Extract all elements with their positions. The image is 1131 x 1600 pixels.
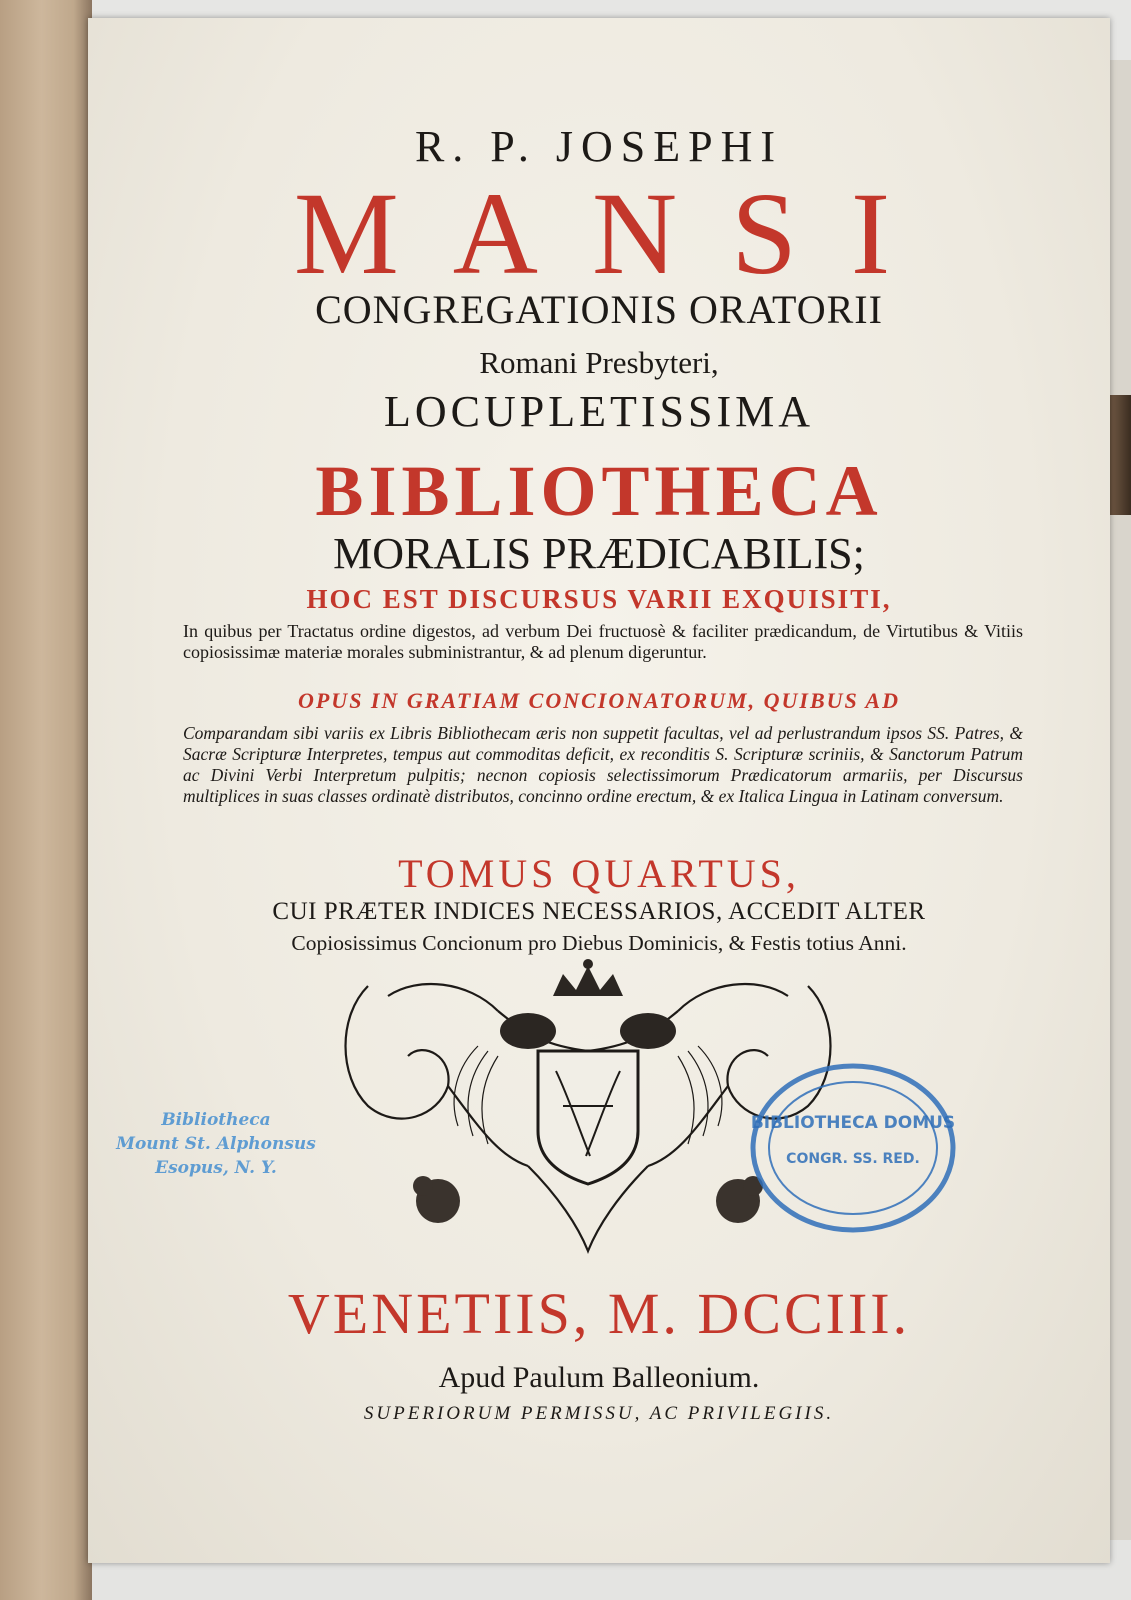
stamp-right-line-2: CONGR. SS. RED. [786,1151,920,1167]
stamp-left-line-1: Bibliotheca [161,1110,271,1130]
author-prefix: R. P. JOSEPHI [414,122,784,171]
opus-text: Comparandam sibi variis ex Libris Bibliothecam æris non suppetit facultas, vel ad perlustrandum ipsos SS. Patres, & Sacræ Scripturæ Interpretes, tempus aut commoditas deficit, ex reconditis S. Scripturæ scriniis, & Sanctorum Patrum ac Divini Verbi Interpretum pulpitis; necnon copiosis selectissimorum Prædicatorum armariis, per Discursus multiplices in suas classes ordinatè distributos, concinno ordine erectum, & ex Italica Lingua in Latinam conversum. [183,723,1023,806]
volume-note: CUI PRÆTER INDICES NECESSARIOS, ACCEDIT ALTER [272,898,926,925]
stamp-left-line-2: Mount St. Alphonsus [116,1134,316,1154]
title-sub: MORALIS PRÆDICABILIS; [333,529,865,578]
congregation: CONGREGATIONIS ORATORII [315,287,883,332]
library-stamp-right [748,1058,958,1238]
author-name: MANSI [293,168,945,299]
volume-note-2: Copiosissimus Concionum pro Diebus Dominicis, & Festis totius Anni. [291,931,907,955]
adjective: LOCUPLETISSIMA [383,387,815,436]
place-date: VENETIIS, M. DCCIII. [287,1281,911,1346]
opus-heading: OPUS IN GRATIAM CONCIONATORUM, QUIBUS AD [297,688,900,713]
book-spine [0,0,92,1600]
stamp-right-line-1: BIBLIOTHECA DOMUS [750,1113,956,1133]
presbyter: Romani Presbyteri, [479,345,719,380]
subtitle: HOC EST DISCURSUS VARII EXQUISITI, [306,584,892,614]
volume: TOMUS QUARTUS, [398,851,800,896]
stamp-left-line-3: Esopus, N. Y. [155,1158,277,1178]
title-main: BIBLIOTHECA [315,451,883,531]
publisher: Apud Paulum Balleonium. [438,1361,760,1394]
library-stamp-left [106,1108,326,1223]
title-page [88,18,1110,1563]
permission: SUPERIORUM PERMISSU, AC PRIVILEGIIS. [363,1403,835,1424]
description: In quibus per Tractatus ordine digestos, ad verbum Dei fructuosè & faciliter prædicandum, de Virtutibus & Vitiis copiosissimæ materiæ morales subministrantur, & ad plenum digeruntur. [183,621,1023,662]
